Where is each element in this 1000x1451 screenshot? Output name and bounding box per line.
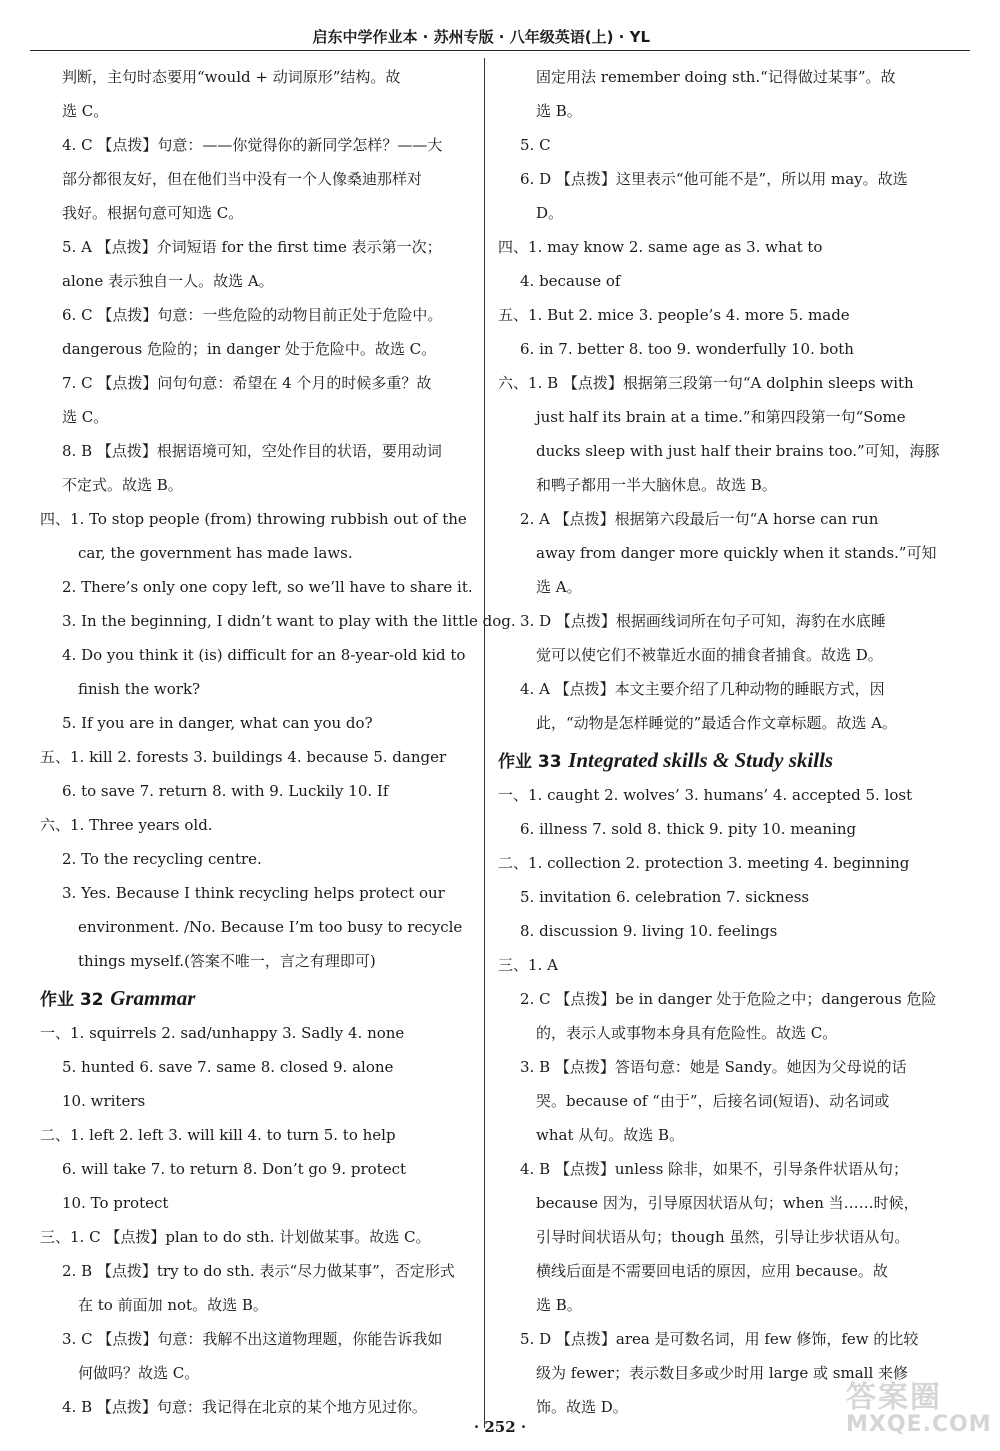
answer-line: 级为 fewer；表示数目多或少时用 large 或 small 来修: [536, 1364, 909, 1382]
watermark-logo: [846, 1372, 992, 1442]
answer-line: 不定式。故选 B。: [62, 476, 183, 494]
page-number: · 252 ·: [473, 1418, 527, 1436]
answer-line: 五、1. But 2. mice 3. people’s 4. more 5. made: [498, 306, 850, 324]
answer-line: 一、1. squirrels 2. sad/unhappy 3. Sadly 4. none: [40, 1024, 405, 1042]
header-title: 启东中学作业本 · 苏州专版 · 八年级英语(上) · YL: [312, 28, 650, 46]
watermark-text-url: MXQE.COM: [846, 1412, 992, 1437]
answer-line: 四、1. may know 2. same age as 3. what to: [498, 238, 823, 256]
answer-line: 六、1. B 【点拨】根据第三段第一句“A dolphin sleeps with: [498, 374, 914, 392]
answer-line: 饰。故选 D。: [536, 1398, 628, 1416]
answer-line: 一、1. caught 2. wolves’ 3. humans’ 4. accepted 5. lost: [498, 786, 913, 804]
answer-line: because 因为，引导原因状语从句；when 当……时候，: [536, 1194, 919, 1212]
answer-line: 8. discussion 9. living 10. feelings: [520, 922, 778, 940]
answer-line: car, the government has made laws.: [78, 544, 353, 562]
answer-line: 2. To the recycling centre.: [62, 850, 262, 868]
answer-line: 我好。根据句意可知选 C。: [62, 204, 244, 222]
right-column: [498, 60, 940, 1424]
answer-line: 6. in 7. better 8. too 9. wonderfully 10. both: [520, 340, 854, 358]
watermark-text-cn: 答案圈: [846, 1380, 942, 1415]
answer-line: 3. B 【点拨】答语句意：她是 Sandy。她因为父母说的话: [520, 1058, 907, 1076]
answer-line: 4. C 【点拨】句意：——你觉得你的新同学怎样？——大: [62, 136, 443, 154]
answer-line: 7. C 【点拨】问句句意：希望在 4 个月的时候多重？故: [62, 374, 432, 392]
answer-line: 部分都很友好，但在他们当中没有一个人像桑迪那样对: [62, 170, 423, 188]
answer-line: 2. There’s only one copy left, so we’ll have to share it.: [62, 578, 473, 596]
answer-line: 六、1. Three years old.: [40, 816, 213, 834]
answer-line: 3. In the beginning, I didn’t want to play with the little dog.: [62, 612, 516, 630]
section-number: 作业 33: [498, 752, 562, 772]
answer-line: 5. D 【点拨】area 是可数名词，用 few 修饰，few 的比较: [520, 1330, 919, 1348]
answer-line: 觉可以使它们不被靠近水面的捕食者捕食。故选 D。: [536, 646, 883, 664]
answer-line: 三、1. A: [498, 956, 558, 974]
answer-line: what 从句。故选 B。: [536, 1126, 685, 1144]
answer-line: 选 A。: [536, 578, 582, 596]
answer-line: 6. C 【点拨】句意：一些危险的动物目前正处于危险中。: [62, 306, 443, 324]
section-heading: [40, 978, 470, 1016]
answer-line: 的，表示人或事物本身具有危险性。故选 C。: [536, 1024, 838, 1042]
answer-line: 5. invitation 6. celebration 7. sickness: [520, 888, 810, 906]
answer-line: 二、1. collection 2. protection 3. meeting 4. beginning: [498, 854, 910, 872]
answer-line: 四、1. To stop people (from) throwing rubbish out of the: [40, 510, 467, 528]
answer-line: 此，“动物是怎样睡觉的”最适合作文章标题。故选 A。: [536, 714, 897, 732]
answer-line: 和鸭子都用一半大脑休息。故选 B。: [536, 476, 777, 494]
answer-line: 5. A 【点拨】介词短语 for the first time 表示第一次；: [62, 238, 442, 256]
answer-line: 固定用法 remember doing sth.“记得做过某事”。故: [536, 68, 896, 86]
answer-line: 5. C: [520, 136, 551, 154]
answer-line: 5. hunted 6. save 7. same 8. closed 9. alone: [62, 1058, 394, 1076]
answer-line: 选 C。: [62, 102, 109, 120]
column-divider: [484, 58, 485, 1428]
answer-line: dangerous 危险的；in danger 处于危险中。故选 C。: [62, 340, 437, 358]
answer-line: 判断，主句时态要用“would + 动词原形”结构。故: [62, 68, 401, 86]
answer-line: 选 C。: [62, 408, 109, 426]
answer-line: ducks sleep with just half their brains too.”可知，海豚: [536, 442, 940, 460]
answer-line: 三、1. C 【点拨】plan to do sth. 计划做某事。故选 C。: [40, 1228, 431, 1246]
section-title: Integrated skills & Study skills: [568, 748, 834, 772]
answer-line: 6. D 【点拨】这里表示“他可能不是”，所以用 may。故选: [520, 170, 908, 188]
answer-line: 4. because of: [520, 272, 621, 290]
answer-line: 3. Yes. Because I think recycling helps protect our: [62, 884, 445, 902]
answer-line: 3. C 【点拨】句意：我解不出这道物理题，你能告诉我如: [62, 1330, 443, 1348]
answer-line: 横线后面是不需要回电话的原因，应用 because。故: [536, 1262, 888, 1280]
section-heading: [498, 740, 930, 778]
answer-line: D。: [536, 204, 564, 222]
section-title: Grammar: [110, 986, 196, 1010]
answer-line: 4. B 【点拨】unless 除非，如果不，引导条件状语从句；: [520, 1160, 909, 1178]
answer-line: 2. A 【点拨】根据第六段最后一句“A horse can run: [520, 510, 879, 528]
answer-line: 8. B 【点拨】根据语境可知，空处作目的状语，要用动词: [62, 442, 442, 460]
answer-line: 10. To protect: [62, 1194, 169, 1212]
answer-line: 选 B。: [536, 1296, 582, 1314]
answer-line: environment. /No. Because I’m too busy to recycle: [78, 918, 463, 936]
answer-line: 6. illness 7. sold 8. thick 9. pity 10. meaning: [520, 820, 857, 838]
answer-line: 2. B 【点拨】try to do sth. 表示“尽力做某事”，否定形式: [62, 1262, 455, 1280]
answer-line: 6. to save 7. return 8. with 9. Luckily 10. If: [62, 782, 389, 800]
answer-line: 在 to 前面加 not。故选 B。: [78, 1296, 268, 1314]
answer-line: 引导时间状语从句；though 虽然，引导让步状语从句。: [536, 1228, 910, 1246]
answer-line: 4. Do you think it (is) difficult for an 8-year-old kid to: [62, 646, 466, 664]
answer-line: 2. C 【点拨】be in danger 处于危险之中；dangerous 危险: [520, 990, 937, 1008]
answer-line: 二、1. left 2. left 3. will kill 4. to turn 5. to help: [40, 1126, 396, 1144]
answer-line: 4. A 【点拨】本文主要介绍了几种动物的睡眠方式，因: [520, 680, 885, 698]
answer-line: 选 B。: [536, 102, 582, 120]
answer-line: 6. will take 7. to return 8. Don’t go 9. protect: [62, 1160, 407, 1178]
left-column: [40, 60, 516, 1424]
answer-line: 10. writers: [62, 1092, 146, 1110]
page-header: [30, 22, 970, 51]
answer-line: away from danger more quickly when it stands.”可知: [536, 544, 937, 562]
section-number: 作业 32: [40, 990, 104, 1010]
answer-line: 何做吗？故选 C。: [78, 1364, 200, 1382]
answer-line: 五、1. kill 2. forests 3. buildings 4. because 5. danger: [40, 748, 447, 766]
answer-line: 5. If you are in danger, what can you do?: [62, 714, 373, 732]
answer-line: things myself.(答案不唯一，言之有理即可): [78, 952, 376, 970]
answer-line: 4. B 【点拨】句意：我记得在北京的某个地方见过你。: [62, 1398, 427, 1416]
answer-line: just half its brain at a time.”和第四段第一句“Some: [536, 408, 906, 426]
answer-line: finish the work?: [78, 680, 201, 698]
answer-line: alone 表示独自一人。故选 A。: [62, 272, 274, 290]
answer-line: 哭。because of “由于”，后接名词(短语)、动名词或: [536, 1092, 890, 1110]
answer-line: 3. D 【点拨】根据画线词所在句子可知，海豹在水底睡: [520, 612, 886, 630]
